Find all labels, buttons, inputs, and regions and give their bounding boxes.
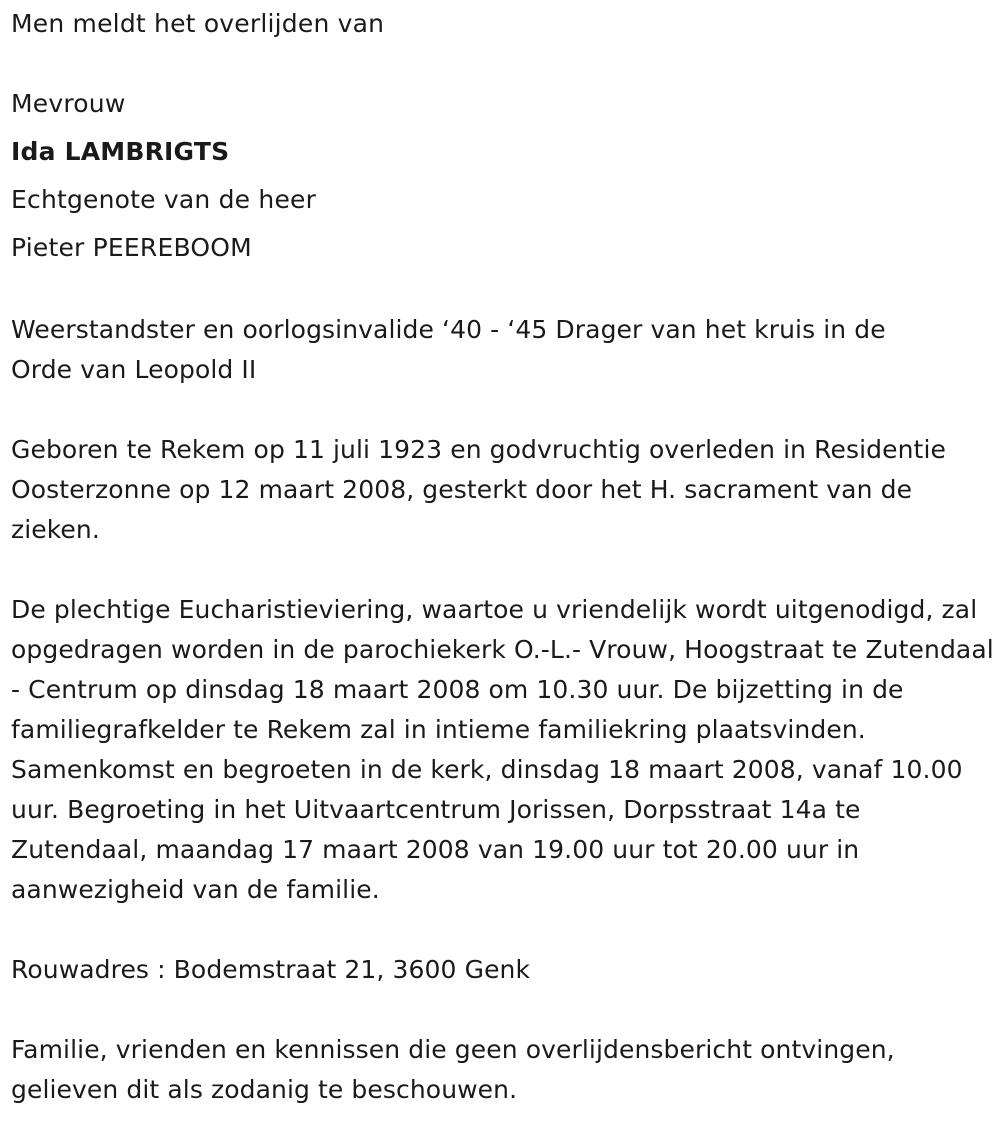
birth-death-paragraph: Geboren te Rekem op 11 juli 1923 en godvruchtig overleden in Residentie Oosterzonne op 12 maart 2008, gesterkt door het H. sacrament van de zieken. [11,435,946,544]
deceased-name: Ida LAMBRIGTS [11,137,230,166]
intro-text: Men meldt het overlijden van [11,9,385,38]
closing-paragraph: Familie, vrienden en kennissen die geen overlijdensbericht ontvingen, gelieven dit als zodanig te beschouwen. [11,1035,895,1104]
spouse-label: Echtgenote van de heer [11,185,317,214]
ceremony-paragraph: De plechtige Eucharistieviering, waartoe u vriendelijk wordt uitgenodigd, zal opgedragen worden in de parochiekerk O.-L.- Vrouw, Hoogstraat te Zutendaal - Centrum op dinsdag 18 maart 2008 om 10.30 uur. De bijzetting in de familiegrafkelder te Rekem zal in intieme familiekring plaatsvinden. Samenkomst en begroeten in de kerk, dinsdag 18 maart 2008, vanaf 10.00 uur. Begroeting in het Uitvaartcentrum Jorissen, Dorpsstraat 14a te Zutendaal, maandag 17 maart 2008 van 19.00 uur tot 20.00 uur in aanwezigheid van de familie. [11,595,994,904]
spouse-name: Pieter PEEREBOOM [11,233,252,262]
salutation: Mevrouw [11,89,126,118]
honors-paragraph: Weerstandster en oorlogsinvalide ‘40 - ‘45 Drager van het kruis in de Orde van Leopold II [11,315,886,384]
address-line: Rouwadres : Bodemstraat 21, 3600 Genk [11,955,531,984]
